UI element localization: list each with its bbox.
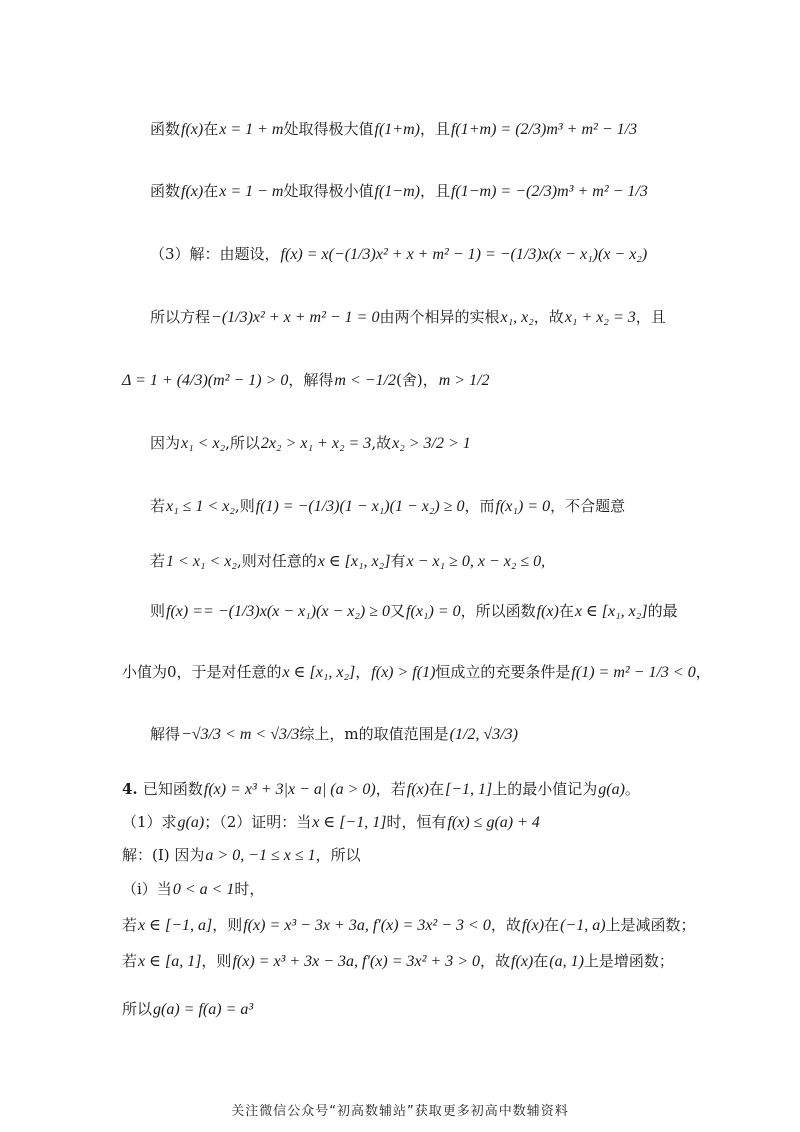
- math-expression: 2x₂ > x₁ + x₂ = 3: [260, 435, 372, 452]
- math-expression: f(1−m) = −(2/3)m³ + m² − 1/3: [450, 183, 648, 200]
- text-line: [150, 308, 667, 327]
- math-expression: g(a): [598, 781, 625, 798]
- text-segment: 则: [150, 602, 166, 620]
- text-line: [150, 602, 679, 621]
- text-segment: ，且: [635, 308, 666, 326]
- text-segment: 综上，m的取值范围是: [299, 725, 449, 743]
- math-expression: f(x) == −(1/3)x(x − x₁)(x − x₂) ≥ 0: [166, 603, 391, 620]
- text-line: [150, 182, 648, 201]
- text-line: [150, 120, 637, 139]
- math-expression: a > 0, −1 ≤ x ≤ 1: [205, 847, 316, 864]
- text-segment: 在: [544, 916, 560, 934]
- text-line: [150, 725, 518, 744]
- math-expression: (a, 1): [549, 953, 584, 970]
- text-line: [150, 434, 471, 453]
- text-segment: ；（2）证明：当: [204, 813, 312, 831]
- math-expression: f(x): [406, 781, 429, 798]
- text-segment: 若: [122, 952, 138, 970]
- text-segment: 解得: [150, 725, 181, 743]
- text-segment: ，且: [419, 120, 450, 138]
- math-expression: 0 < a < 1: [172, 881, 235, 898]
- math-expression: x ∈ [x₁, x₂]: [282, 664, 356, 681]
- math-expression: x ∈ [a, 1]: [138, 953, 202, 970]
- text-segment: 小值为0，于是对任意的: [122, 663, 282, 681]
- text-segment: ，不合题意: [550, 497, 626, 515]
- math-expression: 1 < x₁ < x₂: [166, 553, 237, 570]
- math-expression: f(x): [536, 603, 559, 620]
- math-expression: f(1+m) = (2/3)m³ + m² − 1/3: [450, 121, 638, 138]
- text-segment: 在: [428, 780, 444, 798]
- text-segment: 函数: [150, 120, 181, 138]
- math-expression: f(1+m): [374, 121, 420, 138]
- text-segment: (舍)，: [396, 371, 438, 389]
- math-expression: −√3/3 < m < √3/3: [181, 726, 300, 743]
- text-segment: 4.: [122, 780, 143, 798]
- math-expression: f(x) = x³ + 3x − 3a, f′(x) = 3x² + 3 > 0: [232, 953, 481, 970]
- text-line: [150, 497, 626, 516]
- math-expression: f(x): [181, 183, 204, 200]
- text-segment: 若: [150, 497, 166, 515]
- math-expression: f(x) > f(1): [371, 664, 436, 681]
- text-segment: ，则: [201, 952, 232, 970]
- math-expression: f(1) = −(1/3)(1 − x₁)(1 − x₂) ≥ 0: [255, 498, 465, 515]
- text-segment: 上是增函数；: [583, 952, 674, 970]
- text-segment: ，且: [419, 182, 450, 200]
- text-segment: 。: [624, 780, 640, 798]
- text-line: [150, 245, 647, 264]
- text-line: [122, 952, 675, 971]
- math-expression: x₁ < x₂: [181, 435, 226, 452]
- math-expression: f(x): [511, 953, 534, 970]
- text-segment: 在: [558, 602, 574, 620]
- text-segment: 已知函数: [142, 780, 203, 798]
- text-segment: 在: [533, 952, 549, 970]
- text-segment: （3）解：由题设，: [150, 245, 280, 263]
- text-segment: 所以方程: [150, 308, 211, 326]
- text-segment: 若: [150, 552, 166, 570]
- math-expression: x ∈ [−1, a]: [138, 917, 213, 934]
- text-segment: 函数: [150, 182, 181, 200]
- text-segment: ，故: [480, 952, 511, 970]
- text-segment: 在: [203, 182, 219, 200]
- text-line: [122, 916, 697, 935]
- text-segment: 所以: [122, 1000, 153, 1018]
- text-segment: ,故: [371, 434, 392, 452]
- text-segment: ，故: [490, 916, 521, 934]
- text-segment: 解：(I) 因为: [122, 846, 205, 864]
- text-segment: 处取得极大值: [283, 120, 374, 138]
- math-expression: x = 1 − m: [219, 183, 284, 200]
- text-segment: 上的最小值记为: [492, 780, 598, 798]
- problem-heading: [122, 780, 641, 799]
- text-segment: 有: [390, 552, 406, 570]
- text-segment: ，: [695, 663, 711, 681]
- text-segment: ，则: [212, 916, 243, 934]
- text-segment: 因为: [150, 434, 181, 452]
- math-expression: x₁, x₂: [500, 309, 534, 326]
- math-expression: x − x₁ ≥ 0, x − x₂ ≤ 0,: [406, 553, 546, 570]
- math-expression: g(a) = f(a) = a³: [153, 1001, 254, 1018]
- text-segment: 若: [122, 916, 138, 934]
- text-segment: ，故: [533, 308, 564, 326]
- math-expression: f(x) ≤ g(a) + 4: [447, 814, 540, 831]
- math-expression: m < −1/2: [334, 372, 397, 389]
- math-expression: x₂ > 3/2 > 1: [392, 435, 471, 452]
- math-expression: f(x₁) = 0: [495, 498, 551, 515]
- text-segment: 在: [203, 120, 219, 138]
- math-expression: (−1, a): [560, 917, 606, 934]
- text-line: [122, 813, 540, 832]
- math-expression: f(1) = m² − 1/3 < 0: [571, 664, 696, 681]
- math-expression: f(x): [521, 917, 545, 934]
- text-line: [122, 880, 265, 899]
- text-segment: ，解得: [288, 371, 334, 389]
- math-expression: f(x): [181, 121, 204, 138]
- text-segment: ,则: [234, 497, 255, 515]
- math-expression: f(x) = x³ − 3x + 3a, f′(x) = 3x² − 3 < 0: [243, 917, 491, 934]
- text-line: [122, 1000, 253, 1019]
- text-segment: ,所以: [225, 434, 260, 452]
- text-line: [122, 371, 490, 390]
- text-segment: （i）当: [122, 880, 172, 898]
- text-segment: 上是减函数；: [605, 916, 696, 934]
- text-segment: ，若: [375, 780, 406, 798]
- text-segment: 处取得极小值: [283, 182, 374, 200]
- text-line: [122, 846, 362, 865]
- math-expression: [−1, 1]: [444, 781, 493, 798]
- math-expression: x₁ + x₂ = 3: [564, 309, 636, 326]
- text-segment: 时，: [234, 880, 265, 898]
- math-expression: Δ = 1 + (4/3)(m² − 1) > 0: [122, 372, 289, 389]
- math-expression: x ∈ [x₁, x₂]: [317, 553, 391, 570]
- text-segment: （1）求: [122, 813, 177, 831]
- text-segment: 的最: [647, 602, 678, 620]
- math-expression: f(1−m): [374, 183, 420, 200]
- math-expression: x = 1 + m: [219, 121, 284, 138]
- text-segment: ,则对任意的: [236, 552, 317, 570]
- math-expression: m > 1/2: [438, 372, 490, 389]
- math-expression: f(x) = x³ + 3|x − a| (a > 0): [203, 781, 376, 798]
- math-expression: x₁ ≤ 1 < x₂: [166, 498, 235, 515]
- math-expression: (1/2, √3/3): [449, 726, 518, 743]
- text-segment: 时，恒有: [386, 813, 447, 831]
- text-segment: 又: [390, 602, 406, 620]
- math-expression: f(x₁) = 0: [406, 603, 461, 620]
- text-segment: ，: [355, 663, 371, 681]
- text-segment: ，而: [464, 497, 495, 515]
- math-expression: −(1/3)x² + x + m² − 1 = 0: [211, 309, 380, 326]
- math-expression: x ∈ [x₁, x₂]: [574, 603, 648, 620]
- text-segment: ，所以: [315, 846, 361, 864]
- text-segment: 由两个相异的实根: [379, 308, 500, 326]
- math-expression: f(x) = x(−(1/3)x² + x + m² − 1) = −(1/3)x(x − x₁)(x − x₂): [280, 246, 648, 263]
- text-line: [150, 552, 545, 571]
- math-expression: x ∈ [−1, 1]: [312, 814, 387, 831]
- math-expression: g(a): [177, 814, 205, 831]
- text-segment: ，所以函数: [460, 602, 536, 620]
- footer-note: 关注微信公众号“初高数辅站”获取更多初高中数辅资料: [231, 1104, 569, 1119]
- text-line: [122, 663, 712, 682]
- text-segment: 恒成立的充要条件是: [435, 663, 571, 681]
